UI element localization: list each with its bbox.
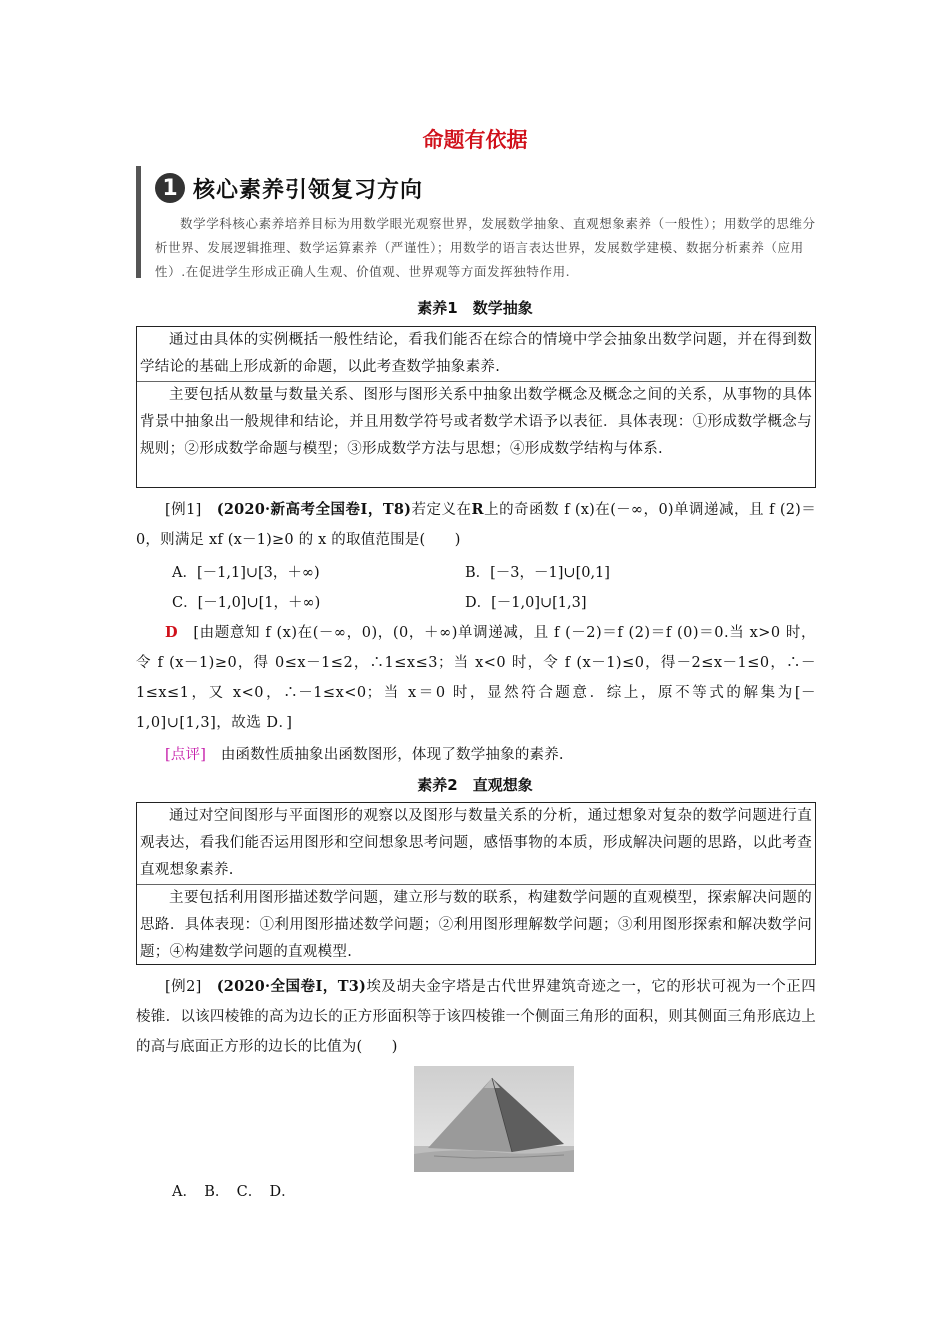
comment-label: [点评] — [165, 747, 207, 763]
literacy2-heading: 素养2 直观想象 — [417, 776, 533, 794]
example2-question — [136, 972, 816, 1062]
literacy2-box — [136, 802, 816, 965]
option-d: D．[－1,0]∪[1,3] — [465, 595, 587, 611]
example1-solution-text: [由题意知 f (x)在(－∞，0)，(0，＋∞)单调递减，且 f (－2)＝f (2)＝f (0)＝0.当 x>0 时，令 f (x－1)≥0，得 0≤x－1≤2，∴1≤x≤3；当 x<0 时，令 f (x－1)≤0，得－2≤x－1≤0，∴－1≤x≤1，又 x<0，∴－1≤x<0；当 x＝0 时，显然符合题意．综上，原不等式的解集为[－1,0]∪[1,3]，故选 D．] — [136, 625, 816, 731]
literacy1-box-p2: 主要包括从数量与数量关系、图形与图形关系中抽象出数学概念及概念之间的关系，从事物的具体背景中抽象出一般规律和结论，并且用数学符号或者数学术语予以表征．具体表现：①形成数学概念与规则；②形成数学命题与模型；③形成数学方法与思想；④形成数学结构与体系. — [140, 387, 812, 457]
comment-text: 由函数性质抽象出函数图形，体现了数学抽象的素养. — [220, 747, 564, 763]
example1-q-R: R — [471, 501, 484, 518]
literacy2-box-p2: 主要包括利用图形描述数学问题，建立形与数的联系，构建数学问题的直观模型，探索解决问题的思路．具体表现：①利用图形描述数学问题；②利用图形理解数学问题；③利用图形探索和解决数学问题；④构建数学问题的直观模型. — [140, 890, 812, 960]
section-heading: 核心素养引领复习方向 — [193, 176, 424, 203]
literacy1-box — [136, 326, 816, 488]
section-number-badge: 1 — [155, 173, 185, 203]
literacy1-box-p1: 通过由具体的实例概括一般性结论，看我们能否在综合的情境中学会抽象出数学问题，并在得到数学结论的基础上形成新的命题，以此考查数学抽象素养. — [140, 332, 812, 375]
option-a: A．[－1,1]∪[3，＋∞) — [172, 565, 320, 581]
example1-q-b: 上的奇函数 f (x)在(－∞，0)单调递减，且 f (2)＝0，则满足 xf (x－1)≥0 的 x 的取值范围是( ) — [136, 502, 817, 548]
section-core-literacy — [136, 166, 816, 278]
option-b: B．[－3，－1]∪[0,1] — [465, 565, 610, 581]
option-c: C．[－1,0]∪[1，＋∞) — [172, 595, 321, 611]
example2-label: [例2] — [165, 979, 202, 995]
page-title: 命题有依据 — [422, 128, 528, 152]
example1-q-a: 若定义在 — [411, 502, 472, 518]
example2-options: A． B． C． D． — [172, 1184, 296, 1200]
pyramid-illustration — [414, 1066, 574, 1172]
example1-options-row2 — [172, 591, 587, 612]
example2-source: (2020·全国卷Ⅰ，T3) — [216, 978, 367, 995]
example1-question — [136, 495, 816, 555]
example1-label: [例1] — [165, 502, 202, 518]
example1-source: (2020·新高考全国卷Ⅰ，T8) — [216, 501, 412, 518]
example1-solution — [136, 618, 816, 738]
example1-options-row1 — [172, 561, 610, 582]
section-intro: 数学学科核心素养培养目标为用数学眼光观察世界，发展数学抽象、直观想象素养（一般性）；用数学的思维分析世界、发展逻辑推理、数学运算素养（严谨性）；用数学的语言表达世界，发展数学建模、数据分析素养（应用性）.在促进学生形成正确人生观、价值观、世界观等方面发挥独特作用. — [155, 216, 816, 279]
example2-question-text: 埃及胡夫金字塔是古代世界建筑奇迹之一，它的形状可视为一个正四棱锥．以该四棱锥的高为边长的正方形面积等于该四棱锥一个侧面三角形的面积，则其侧面三角形底边上的高与底面正方形的边长的比值为( ) — [136, 979, 817, 1055]
section-header — [155, 166, 816, 210]
example1-comment — [136, 740, 816, 770]
pyramid-image — [414, 1066, 574, 1172]
literacy1-heading: 素养1 数学抽象 — [417, 299, 533, 317]
example1-answer: D — [165, 624, 179, 641]
literacy2-box-p1: 通过对空间图形与平面图形的观察以及图形与数量关系的分析，通过想象对复杂的数学问题进行直观表达，看我们能否运用图形和空间想象思考问题，感悟事物的本质，形成解决问题的思路，以此考查直观想象素养. — [140, 808, 812, 878]
